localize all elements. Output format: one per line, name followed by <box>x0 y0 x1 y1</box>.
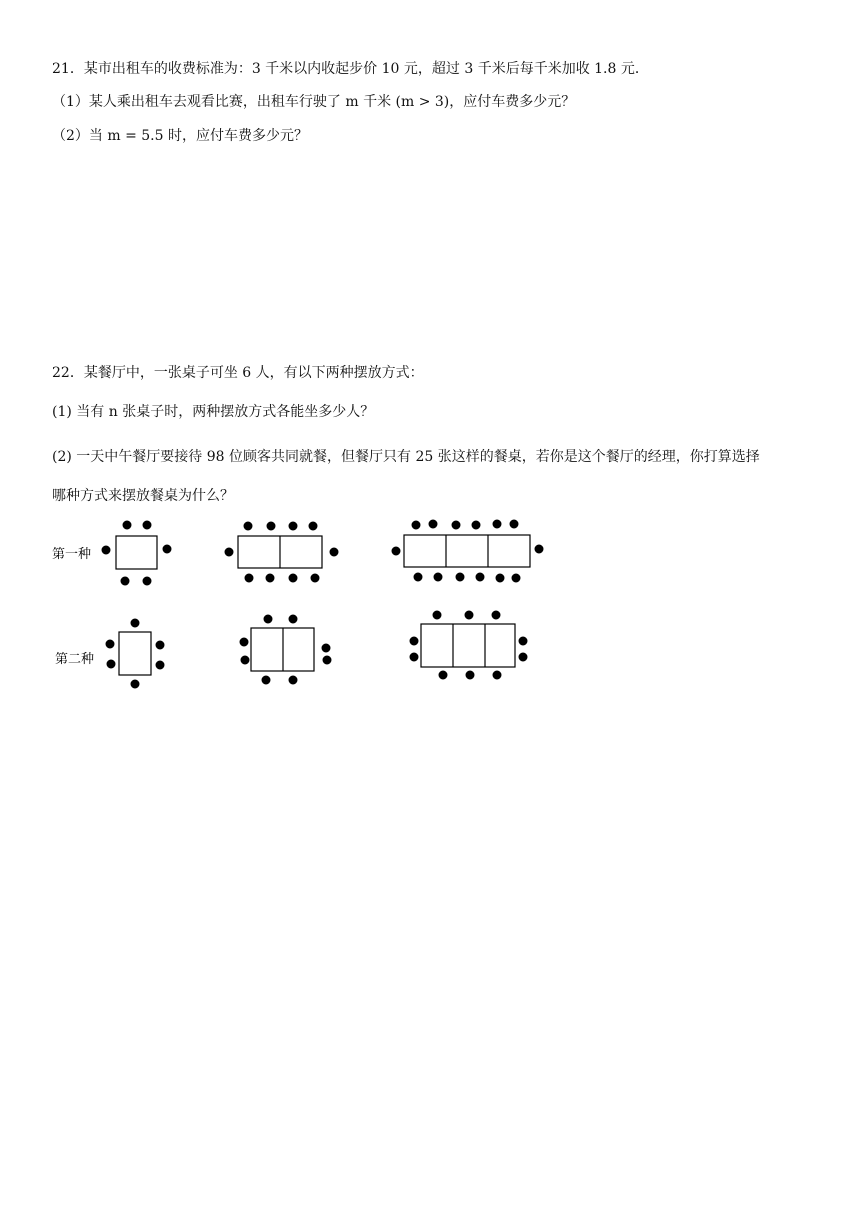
seat <box>163 545 171 553</box>
method-2-three-tables <box>410 611 527 679</box>
seat <box>434 573 442 581</box>
seat <box>472 521 480 529</box>
seat <box>414 573 422 581</box>
problem-21-part-1: （1）某人乘出租车去观看比赛，出租车行驶了 m 千米 (m > 3)，应付车费多少元？ <box>52 94 576 110</box>
seat <box>262 676 270 684</box>
seat <box>143 577 151 585</box>
seat <box>225 548 233 556</box>
seat <box>439 671 447 679</box>
seat <box>476 573 484 581</box>
table-row <box>404 535 530 567</box>
seat <box>244 522 252 530</box>
seat <box>519 637 527 645</box>
seat <box>456 573 464 581</box>
method-1-two-tables <box>225 522 338 582</box>
problem-22-stem: 22．某餐厅中，一张桌子可坐 6 人，有以下两种摆放方式： <box>52 365 424 381</box>
seat <box>322 644 330 652</box>
seat <box>535 545 543 553</box>
method-1-three-tables <box>392 520 543 582</box>
seat <box>311 574 319 582</box>
problem-22-part-2-line-1: (2) 一天中午餐厅要接待 98 位顾客共同就餐，但餐厅只有 25 张这样的餐桌，若你是这个餐厅的经理，你打算选择 <box>52 449 760 465</box>
row-2-label: 第二种 <box>55 652 95 667</box>
problem-21-part-2: （2）当 m = 5.5 时，应付车费多少元？ <box>52 128 308 144</box>
seat <box>121 577 129 585</box>
row-1-label: 第一种 <box>52 547 92 562</box>
seat <box>143 521 151 529</box>
method-2-one-table <box>106 619 164 688</box>
seat <box>264 615 272 623</box>
seat <box>289 522 297 530</box>
seat <box>496 574 504 582</box>
seat <box>410 653 418 661</box>
seat <box>410 637 418 645</box>
seat <box>452 521 460 529</box>
seat <box>323 656 331 664</box>
seat <box>412 521 420 529</box>
seat <box>266 574 274 582</box>
method-1-one-table <box>102 521 171 585</box>
seat <box>131 619 139 627</box>
seat <box>309 522 317 530</box>
seat <box>493 520 501 528</box>
seat <box>156 661 164 669</box>
seat <box>267 522 275 530</box>
seat <box>131 680 139 688</box>
seat <box>512 574 520 582</box>
table-row <box>421 624 515 667</box>
seat <box>433 611 441 619</box>
seat <box>107 660 115 668</box>
method-2-two-tables <box>240 615 331 684</box>
seat <box>123 521 131 529</box>
seat <box>241 656 249 664</box>
seat <box>519 653 527 661</box>
seat <box>493 671 501 679</box>
seat <box>466 671 474 679</box>
problem-21-stem: 21．某市出租车的收费标准为：3 千米以内收起步价 10 元，超过 3 千米后每千米加收 1.8 元． <box>52 61 649 77</box>
seat <box>106 640 114 648</box>
seat <box>102 546 110 554</box>
problem-22-part-2-line-2: 哪种方式来摆放餐桌为什么？ <box>52 488 234 504</box>
seat <box>240 638 248 646</box>
seat <box>245 574 253 582</box>
seat <box>156 641 164 649</box>
seat <box>429 520 437 528</box>
seat <box>492 611 500 619</box>
seat <box>510 520 518 528</box>
table <box>116 536 157 569</box>
seat <box>289 574 297 582</box>
seat <box>465 611 473 619</box>
problem-22-part-1: (1) 当有 n 张桌子时，两种摆放方式各能坐多少人？ <box>52 404 375 420</box>
seat <box>289 676 297 684</box>
seat <box>289 615 297 623</box>
seat <box>392 547 400 555</box>
seat <box>330 548 338 556</box>
table <box>119 632 151 675</box>
